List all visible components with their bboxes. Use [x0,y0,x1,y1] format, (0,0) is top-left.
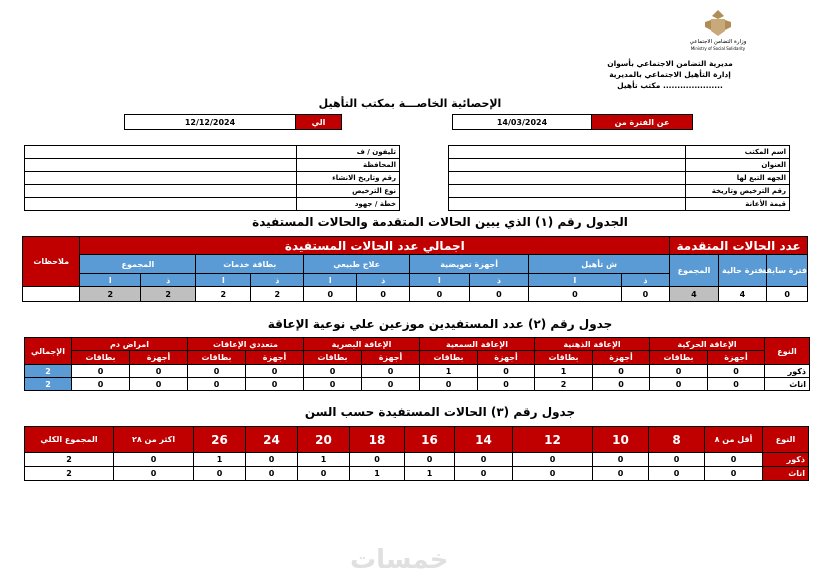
table2-cell: 0 [708,378,765,391]
table2-cell: 0 [593,365,650,378]
info-affiliation: الجهه التبع لها [686,172,790,185]
table2 [24,337,810,391]
table3-header: النوع [763,427,809,453]
table2-row-label: اناث [765,378,810,391]
table1-group-cards: بطاقة خدمات [196,255,304,274]
table1-cell: 2 [141,287,196,302]
table1-sub: ذ [357,274,410,287]
table2-cell: 1 [420,365,478,378]
table3-cell: 0 [593,467,649,481]
table2-total-header: الإجمالي [25,338,72,365]
table1-title: الجدول رقم (١) الذي يبين الحالات المتقدمة والحالات المستفيدة [252,215,628,229]
table3-header: المجموع الكلي [25,427,114,453]
info-plan: خطة / جهود [297,198,400,211]
table3-cell: 1 [194,453,246,467]
table2-sub: أجهزة [478,351,535,365]
table1-cell: 0 [304,287,357,302]
table1-group-rehab: ش تأهيل [529,255,670,274]
info-governorate: المحافظة [297,159,400,172]
table2-cell: 0 [650,378,708,391]
contact-info-table [24,145,400,211]
table1-group-devices: أجهزة تعويضية [410,255,529,274]
table1-curr-header: فترة حالية [718,255,767,287]
table3-row-label: اناث [763,467,809,481]
table2-cell: 0 [362,378,420,391]
table2-group: الإعاقة السمعية [420,338,535,351]
table2-row-total: 2 [25,365,72,378]
table2-sub: بطاقات [72,351,130,365]
table3-cell: 0 [298,467,350,481]
logo-caption-ar: وزارة التضامن الاجتماعي [689,39,747,45]
header-line-1: مديرية التضامن الاجتماعي بأسوان [607,59,733,68]
table2-cell: 0 [304,365,362,378]
table3-header: 12 [513,427,593,453]
info-phone: تليفون / ف [297,146,400,159]
watermark-logo: خمسات [350,545,449,575]
table3-header: 14 [455,427,513,453]
table2-sub: بطاقات [535,351,593,365]
table3-row-total: 2 [25,467,114,481]
table3-title: جدول رقم (٣) الحالات المستفيدة حسب السن [304,405,576,419]
table3-header: 18 [350,427,405,453]
table2-group: الإعاقة البصرية [304,338,420,351]
info-office-name: اسم المكتب [686,146,790,159]
to-label: الي [296,115,342,130]
table2-cell: 0 [188,378,246,391]
table1-total-header: المجموع [670,255,719,287]
table1-cell: 2 [80,287,141,302]
to-date: 12/12/2024 [125,115,296,130]
table2-group: الإعاقة الحركية [650,338,765,351]
table2-group: امراض دم [72,338,188,351]
table1-sub: ذ [621,274,670,287]
info-subsidy: قيمة الأعانة [686,198,790,211]
from-label: عن الفترة من [592,115,693,130]
table1-group-sum: المجموع [80,255,196,274]
table1-sub: ا [529,274,622,287]
table1-sub: ذ [251,274,304,287]
table2-cell: 0 [708,365,765,378]
table1-curr-value: 4 [718,287,767,302]
table1-total-value: 4 [670,287,719,302]
table3-cell: 0 [114,453,194,467]
table3-cell: 0 [593,453,649,467]
table3-cell: 1 [405,467,455,481]
table2-sub: بطاقات [188,351,246,365]
table2-cell: 0 [478,365,535,378]
table1-sub: ا [196,274,251,287]
table1-cell: 0 [469,287,529,302]
table3-cell: 0 [405,453,455,467]
table2-cell: 0 [72,378,130,391]
table3-cell: 1 [298,453,350,467]
table3-header: أقل من ٨ [705,427,763,453]
table3-cell: 0 [455,467,513,481]
table1-cell: 0 [410,287,470,302]
table3-cell: 0 [194,467,246,481]
table3-cell: 0 [246,453,298,467]
table2-cell: 2 [535,378,593,391]
table2-cell: 0 [188,365,246,378]
table1-sub: ا [80,274,141,287]
table2-row-label: ذكور [765,365,810,378]
table2-group: الإعاقة الذهنية [535,338,650,351]
table3-header: 20 [298,427,350,453]
period-table [124,114,693,130]
table2-cell: 0 [304,378,362,391]
table1-prev-value: 0 [767,287,808,302]
table1 [22,236,808,302]
table1-cell: 2 [251,287,304,302]
table3-header: 26 [194,427,246,453]
table3-header: 10 [593,427,649,453]
table2-cell: 0 [362,365,420,378]
table2-cell: 0 [130,378,188,391]
table2-type-header: النوع [765,338,810,365]
table1-sub: ذ [141,274,196,287]
table2-cell: 0 [246,365,304,378]
table3-cell: 0 [114,467,194,481]
table1-sub: ذ [469,274,529,287]
table2-sub: بطاقات [304,351,362,365]
table3-cell: 0 [455,453,513,467]
table3-cell: 0 [350,453,405,467]
table2-cell: 0 [650,365,708,378]
table3-header: 8 [649,427,705,453]
table3-cell: 0 [705,467,763,481]
table3-cell: 0 [649,453,705,467]
directorate-header [580,58,760,91]
table2-cell: 0 [130,365,188,378]
table1-cell: 0 [357,287,410,302]
table2-cell: 0 [593,378,650,391]
table1-notes-header: ملاحظات [23,237,80,287]
office-info-table [448,145,790,211]
table2-cell: 1 [535,365,593,378]
header-line-3: مكتب تأهيل ..................... [617,81,723,90]
table2-row-total: 2 [25,378,72,391]
table1-prev-header: فترة سابقة [767,255,808,287]
table3-row-total: 2 [25,453,114,467]
table2-cell: 0 [246,378,304,391]
table1-group-physio: علاج طبيعي [304,255,410,274]
table1-cases-header: عدد الحالات المتقدمة [670,237,808,255]
table2-cell: 0 [420,378,478,391]
logo-caption-en: Ministry of Social Solidarity [690,46,746,51]
table2-sub: أجهزة [130,351,188,365]
table1-sub: ا [304,274,357,287]
info-license-type: نوع الترخيص [297,185,400,198]
table2-cell: 0 [72,365,130,378]
table2-sub: أجهزة [708,351,765,365]
table3-header: 24 [246,427,298,453]
table2-title: جدول رقم (٢) عدد المستفيدين موزعين علي نوعية الإعاقة [267,317,613,331]
table2-sub: أجهزة [246,351,304,365]
table3-cell: 0 [246,467,298,481]
info-address: العنوان [686,159,790,172]
table2-group: متعددي الإعاقات [188,338,304,351]
table3 [24,426,809,481]
table3-header: اكثر من ٢٨ [114,427,194,453]
table3-header: 16 [405,427,455,453]
table3-row-label: ذكور [763,453,809,467]
table1-cell: 2 [196,287,251,302]
table2-cell: 0 [478,378,535,391]
table3-cell: 0 [513,467,593,481]
ministry-logo [687,6,749,52]
table3-cell: 0 [705,453,763,467]
table3-cell: 0 [649,467,705,481]
header-line-2: إدارة التأهيل الاجتماعي بالمديرية [609,70,731,79]
table1-cell: 0 [621,287,670,302]
from-date: 14/03/2024 [453,115,592,130]
table2-sub: أجهزة [362,351,420,365]
table1-sub: ا [410,274,470,287]
table2-sub: بطاقات [420,351,478,365]
table2-sub: أجهزة [593,351,650,365]
info-license: رقم الترخيص وتاريخة [686,185,790,198]
table1-cell: 0 [529,287,622,302]
info-establishment: رقم وتاريخ الانشاء [297,172,400,185]
table3-cell: 1 [350,467,405,481]
main-title: الإحصائية الخاصـــة بمكتب التأهيل [318,97,502,110]
table2-sub: بطاقات [650,351,708,365]
table3-cell: 0 [513,453,593,467]
table1-beneficiaries-header: اجمالي عدد الحالات المستفيدة [80,237,670,255]
